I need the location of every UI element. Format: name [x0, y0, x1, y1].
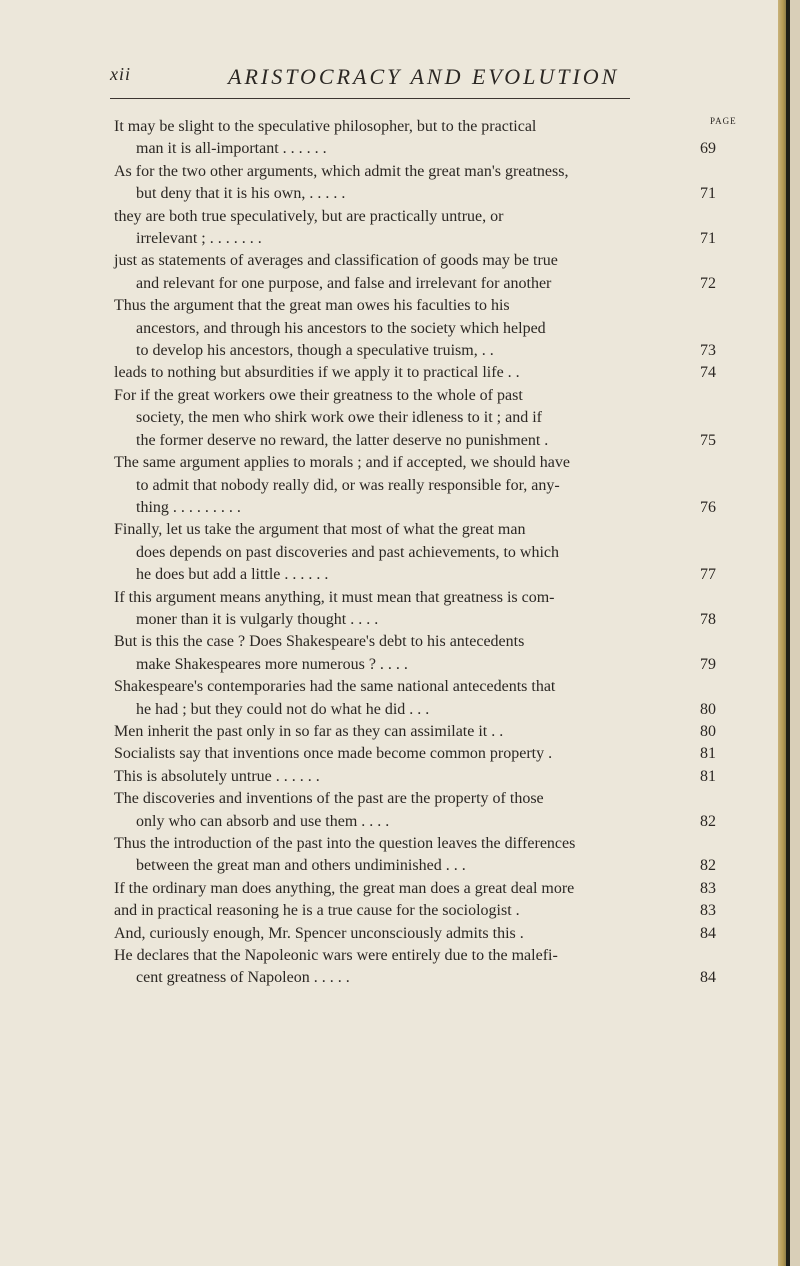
toc-entry-continuation: cent greatness of Napoleon . . . . . 84	[114, 967, 754, 989]
toc-entry-continuation: between the great man and others undiminished . . . 82	[114, 855, 754, 877]
toc-entry-continuation: the former deserve no reward, the latter deserve no punishment . 75	[114, 430, 754, 452]
toc-entry-continuation: thing . . . . . . . . . 76	[114, 497, 754, 519]
toc-entry	[114, 766, 754, 788]
toc-entry	[114, 743, 754, 765]
toc-entry-text: As for the two other arguments, which admit the great man's greatness,	[114, 162, 569, 180]
toc-entry-text: This is absolutely untrue . . . . . . 81	[114, 766, 754, 788]
toc-page-number: 82	[700, 812, 716, 830]
toc-page-number: 74	[700, 364, 716, 382]
page-column-label: PAGE	[710, 116, 737, 126]
toc-entry	[114, 833, 754, 878]
toc-entry-text: Thus the introduction of the past into the question leaves the differences	[114, 835, 576, 852]
toc-entry	[114, 721, 754, 743]
toc-page-number: 75	[700, 431, 716, 449]
folio-number: xii	[110, 64, 131, 84]
toc-entry	[114, 362, 754, 384]
toc-entry-text: For if the great workers owe their greatness to the whole of past	[114, 386, 523, 404]
toc-entry-text: If the ordinary man does anything, the great man does a great deal more 83	[114, 878, 754, 900]
toc-entry-continuation: ancestors, and through his ancestors to the society which helped	[136, 319, 546, 337]
toc-entry-continuation: only who can absorb and use them . . . . 82	[114, 811, 754, 833]
toc-entry-text: just as statements of averages and classification of goods may be true	[114, 252, 558, 270]
toc-entry-continuation: does depends on past discoveries and past achievements, to which	[136, 543, 559, 561]
toc-entry-continuation: man it is all-important . . . . . . 69	[114, 138, 754, 160]
toc-entry	[114, 452, 754, 519]
table-of-contents	[114, 116, 754, 990]
toc-entry	[114, 519, 754, 586]
toc-page-number: 82	[700, 857, 716, 875]
toc-entry-continuation: moner than it is vulgarly thought . . . . 78	[114, 609, 754, 631]
toc-page-number: 80	[700, 722, 716, 740]
toc-entry-continuation: to admit that nobody really did, or was really responsible for, any-	[136, 476, 560, 494]
toc-page-number: 83	[700, 879, 716, 897]
toc-entry-text: He declares that the Napoleonic wars were entirely due to the malefi-	[114, 947, 558, 965]
toc-entry-text: leads to nothing but absurdities if we apply it to practical life . . 74	[114, 362, 754, 384]
toc-page-number: 80	[700, 700, 716, 718]
toc-entry	[114, 631, 754, 676]
toc-entry	[114, 161, 754, 206]
toc-entry-continuation: he had ; but they could not do what he did . . . 80	[114, 699, 754, 721]
toc-page-number: 77	[700, 566, 716, 584]
toc-entry	[114, 587, 754, 632]
toc-page-number: 84	[700, 924, 716, 942]
toc-page-number: 79	[700, 655, 716, 673]
running-title: ARISTOCRACY AND EVOLUTION	[228, 64, 620, 89]
toc-entry-text: Shakespeare's contemporaries had the same national antecedents that	[114, 678, 556, 696]
toc-entry-text: If this argument means anything, it must mean that greatness is com-	[114, 588, 555, 606]
toc-entry	[114, 945, 754, 990]
toc-entry-text: And, curiously enough, Mr. Spencer unconsciously admits this . 84	[114, 923, 754, 945]
toc-page-number: 69	[700, 140, 716, 158]
toc-entry-text: The discoveries and inventions of the past are the property of those	[114, 790, 544, 808]
toc-entry-continuation: and relevant for one purpose, and false and irrelevant for another 72	[114, 273, 754, 295]
toc-entry-text: Men inherit the past only in so far as they can assimilate it . . 80	[114, 721, 754, 743]
toc-page-number: 84	[700, 969, 716, 987]
toc-page-number: 81	[700, 767, 716, 785]
toc-entry	[114, 295, 754, 362]
toc-entry-text: Finally, let us take the argument that most of what the great man	[114, 521, 526, 539]
toc-entry	[114, 676, 754, 721]
toc-entry	[114, 923, 754, 945]
toc-entry-text: It may be slight to the speculative philosopher, but to the practical	[114, 118, 537, 135]
toc-entry	[114, 878, 754, 900]
toc-entry	[114, 385, 754, 452]
toc-entry	[114, 116, 754, 161]
toc-entry-continuation: society, the men who shirk work owe their idleness to it ; and if	[136, 409, 542, 427]
toc-page-number: 83	[700, 902, 716, 920]
toc-entry-text: The same argument applies to morals ; and if accepted, we should have	[114, 454, 570, 472]
header-rule	[110, 98, 630, 99]
toc-page-number: 73	[700, 342, 716, 360]
toc-page-number: 71	[700, 230, 716, 248]
toc-entry-text: Socialists say that inventions once made become common property . 81	[114, 743, 754, 765]
toc-entry-continuation: to develop his ancestors, though a speculative truism, . . 73	[114, 340, 754, 362]
toc-entry-continuation: but deny that it is his own, . . . . . 71	[114, 183, 754, 205]
toc-entry	[114, 250, 754, 295]
toc-entry-continuation: irrelevant ; . . . . . . . 71	[114, 228, 754, 250]
toc-entry	[114, 788, 754, 833]
toc-page-number: 81	[700, 745, 716, 763]
toc-entry-text: But is this the case ? Does Shakespeare's debt to his antecedents	[114, 633, 525, 651]
page-header	[110, 62, 670, 98]
toc-entry	[114, 900, 754, 922]
toc-entry	[114, 206, 754, 251]
toc-page-number: 72	[700, 274, 716, 292]
toc-entry-continuation: make Shakespeares more numerous ? . . . . 79	[114, 654, 754, 676]
toc-entry-text: Thus the argument that the great man owes his faculties to his	[114, 297, 510, 315]
toc-entry-text: they are both true speculatively, but are practically untrue, or	[114, 207, 504, 225]
toc-entry-text: and in practical reasoning he is a true cause for the sociologist . 83	[114, 900, 754, 922]
toc-page-number: 78	[700, 610, 716, 628]
toc-entry-continuation: he does but add a little . . . . . . 77	[114, 564, 754, 586]
book-spine-shadow	[786, 0, 790, 1266]
toc-page-number: 76	[700, 498, 716, 516]
toc-page-number: 71	[700, 185, 716, 203]
